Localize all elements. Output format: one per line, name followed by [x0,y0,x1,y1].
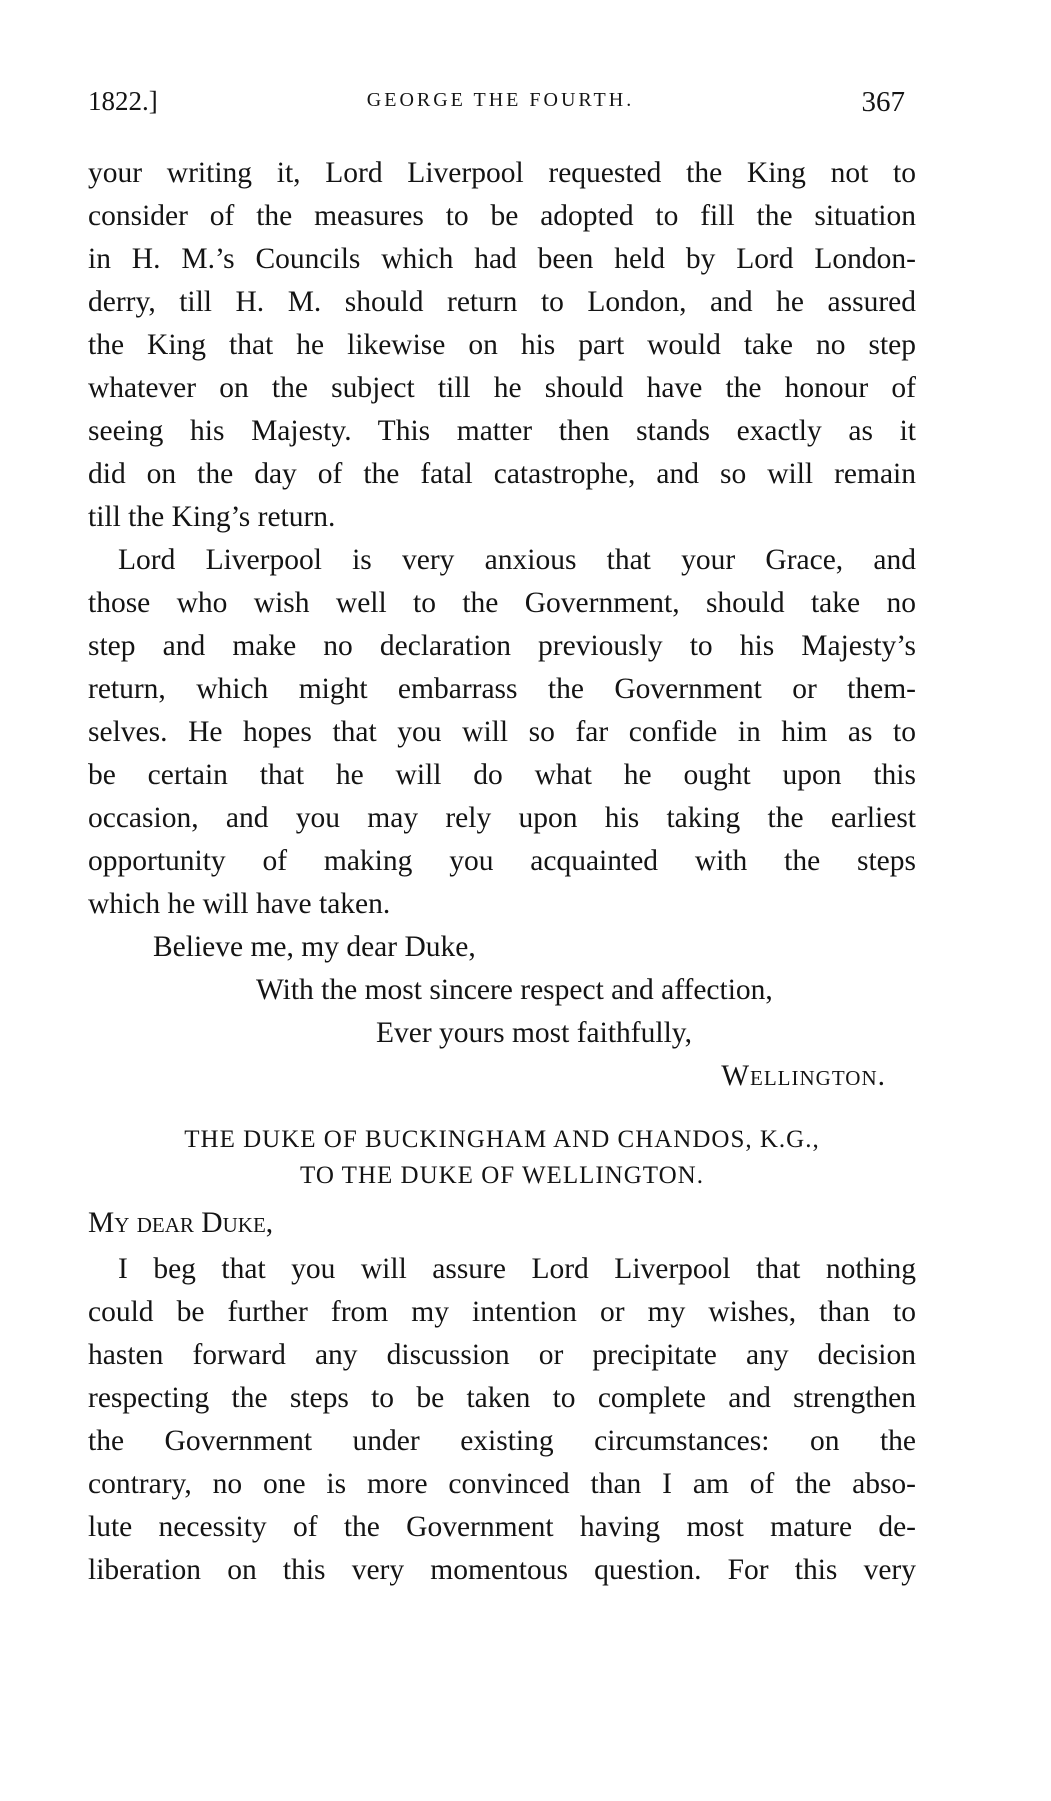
text-line: respecting the steps to be taken to complete and strengthen [88,1382,916,1414]
text-line: I beg that you will assure Lord Liverpool that nothing [118,1253,916,1285]
text-line: seeing his Majesty. This matter then stands exactly as it [88,415,916,447]
text-line: the Government under existing circumstances: on the [88,1425,916,1457]
signature: Wellington. [721,1060,886,1092]
header-year: 1822.] [88,86,158,116]
text-line: your writing it, Lord Liverpool requested the King not to [88,157,916,189]
closing-line: With the most sincere respect and affection, [256,974,773,1006]
letter1-closing [88,926,916,1098]
text-line: selves. He hopes that you will so far confide in him as to [88,716,916,748]
page-number: 367 [861,86,905,118]
text-line: those who wish well to the Government, should take no [88,587,916,619]
salutation: My dear Duke, [88,1207,274,1239]
text-line: till the King’s return. [88,501,336,533]
text-line: return, which might embarrass the Government or them- [88,673,916,705]
header-title: GEORGE THE FOURTH. [366,89,635,111]
text-line: in H. M.’s Councils which had been held by Lord London- [88,243,916,275]
closing-line: Believe me, my dear Duke, [153,931,476,963]
text-line: derry, till H. M. should return to London, and he assured [88,286,916,318]
text-line: occasion, and you may rely upon his taking the earliest [88,802,916,834]
text-line: which he will have taken. [88,888,391,920]
letter1-paragraph-1 [88,152,916,539]
letter2-paragraph-1 [88,1248,916,1592]
text-line: step and make no declaration previously to his Majesty’s [88,630,916,662]
text-line: contrary, no one is more convinced than I am of the abso- [88,1468,916,1500]
text-line: did on the day of the fatal catastrophe, and so will remain [88,458,916,490]
text-line: liberation on this very momentous question. For this very [88,1554,916,1586]
text-line: lute necessity of the Government having most mature de- [88,1511,916,1543]
text-line: consider of the measures to be adopted to fill the situation [88,200,916,232]
letter1-paragraph-2 [88,539,916,926]
section-spacer [88,1098,916,1122]
section-spacer [88,1194,916,1202]
closing-line: Ever yours most faithfully, [376,1017,692,1049]
letter-heading-line: THE DUKE OF BUCKINGHAM AND CHANDOS, K.G., [184,1126,820,1153]
running-header [88,86,913,126]
letter2-heading [88,1122,916,1194]
letter-heading-line: TO THE DUKE OF WELLINGTON. [300,1162,704,1189]
text-line: could be further from my intention or my wishes, than to [88,1296,916,1328]
text-line: the King that he likewise on his part would take no step [88,329,916,361]
text-line: whatever on the subject till he should have the honour of [88,372,916,404]
text-line: hasten forward any discussion or precipitate any decision [88,1339,916,1371]
text-line: Lord Liverpool is very anxious that your Grace, and [118,544,916,576]
page-body [88,152,916,1592]
text-line: be certain that he will do what he ought upon this [88,759,916,791]
text-line: opportunity of making you acquainted with the steps [88,845,916,877]
